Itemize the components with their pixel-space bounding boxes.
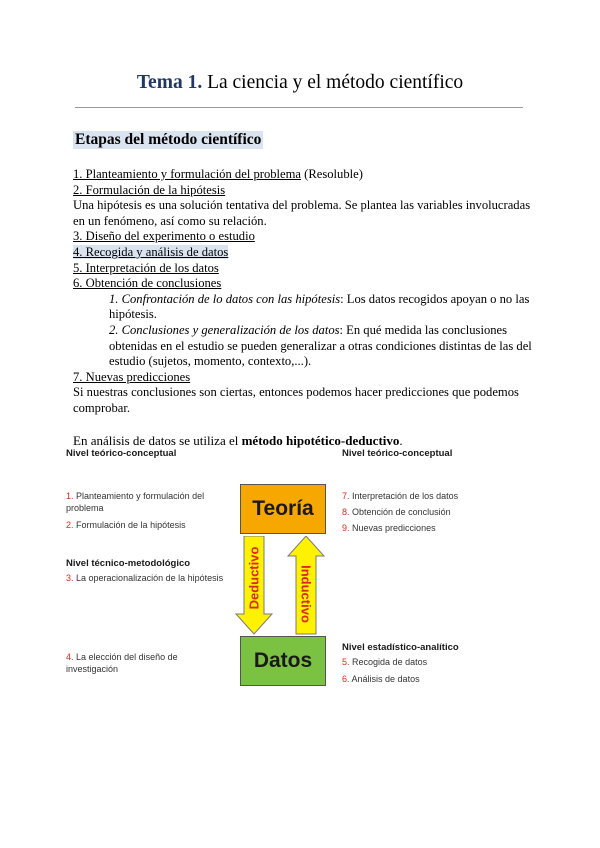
step-6 xyxy=(73,276,533,292)
title-divider xyxy=(75,107,523,108)
step-4 xyxy=(73,245,533,261)
step-6b-text: : En qué medida las conclusiones obtenidas en el estudio se pueden generalizar a otras condiciones distintas de las del estudio (sujetos, momento, contexto,...). xyxy=(109,322,532,369)
left-item-4-num: 4. xyxy=(66,652,74,662)
step-1-suffix: (Resoluble) xyxy=(301,167,363,181)
left-item-3 xyxy=(66,572,228,584)
step-5-label: 5. Interpretación de los datos xyxy=(73,260,219,275)
deductive-label: Deductivo xyxy=(246,546,262,610)
step-1 xyxy=(73,167,533,183)
step-6b xyxy=(73,323,533,370)
right-item-6 xyxy=(342,673,532,685)
right-item-8-text: Obtención de conclusión xyxy=(352,507,451,517)
step-1-label: 1. Planteamiento y formulación del problema xyxy=(73,167,302,181)
title-text: La ciencia y el método científico xyxy=(202,72,464,93)
step-6a xyxy=(73,292,533,323)
left-item-2-num: 2. xyxy=(66,520,74,530)
data-box: Datos xyxy=(240,636,326,686)
step-7-text: Si nuestras conclusiones son ciertas, entonces podemos hacer predicciones que podemos comprobar. xyxy=(73,385,519,415)
step-7-label: 7. Nuevas predicciones xyxy=(73,369,191,384)
step-2-text: Una hipótesis es una solución tentativa del problema. Se plantea las variables involucradas en un fenómeno, así como su relación. xyxy=(73,198,531,228)
step-6a-text: : Los datos recogidos apoyan o no las hipótesis. xyxy=(109,291,530,322)
left-item-1-num: 1. xyxy=(66,491,74,501)
step-2 xyxy=(73,183,533,199)
right-item-9 xyxy=(342,522,532,534)
right-header-2: Nivel estadístico-analítico xyxy=(342,642,459,653)
theory-box: Teoría xyxy=(240,484,326,534)
arrows-graphic xyxy=(234,536,334,636)
left-item-3-num: 3. xyxy=(66,573,74,583)
left-item-4-text: La elección del diseño de investigación xyxy=(66,652,178,674)
step-6b-label: 2. Conclusiones y generalización de los datos xyxy=(109,322,340,337)
right-header-1: Nivel teórico-conceptual xyxy=(342,448,453,459)
step-3-label: 3. Diseño del experimento o estudio xyxy=(73,229,255,244)
step-6a-label: 1. Confrontación de lo datos con las hipótesis xyxy=(109,291,341,306)
right-item-6-text: Análisis de datos xyxy=(351,674,420,684)
right-item-7-num: 7. xyxy=(342,491,350,501)
left-item-3-text: La operacionalización de la hipótesis xyxy=(76,573,224,583)
step-2-label: 2. Formulación de la hipótesis xyxy=(73,182,226,197)
left-header-1: Nivel teórico-conceptual xyxy=(66,448,177,459)
step-5 xyxy=(73,261,533,277)
intro-pre: En análisis de datos se utiliza el xyxy=(73,433,242,448)
left-item-2 xyxy=(66,519,226,531)
section-heading: Etapas del método científico xyxy=(75,131,262,148)
steps-list xyxy=(73,167,533,417)
page-title xyxy=(0,72,600,94)
step-4-label: 4. Recogida y análisis de datos xyxy=(73,244,229,259)
step-6-label: 6. Obtención de conclusiones xyxy=(73,276,222,291)
left-item-4 xyxy=(66,651,228,675)
right-item-5 xyxy=(342,656,532,668)
right-item-5-num: 5. xyxy=(342,657,350,667)
right-item-5-text: Recogida de datos xyxy=(352,657,428,667)
left-item-1-text: Planteamiento y formulación del problema xyxy=(66,491,205,513)
right-item-8-num: 8. xyxy=(342,507,350,517)
left-header-2: Nivel técnico-metodológico xyxy=(66,558,191,569)
step-7 xyxy=(73,370,533,386)
intro-bold: método hipotético-deductivo xyxy=(241,433,400,448)
right-item-9-num: 9. xyxy=(342,523,350,533)
left-item-1 xyxy=(66,490,226,514)
intro-post: . xyxy=(399,433,403,448)
method-diagram xyxy=(60,440,540,700)
title-number: Tema 1. xyxy=(136,72,203,93)
right-item-9-text: Nuevas predicciones xyxy=(352,523,436,533)
right-item-6-num: 6. xyxy=(342,674,350,684)
left-item-2-text: Formulación de la hipótesis xyxy=(76,520,186,530)
right-item-8 xyxy=(342,506,532,518)
step-3 xyxy=(73,229,533,245)
inductive-label: Inductivo xyxy=(298,565,314,623)
right-item-7 xyxy=(342,490,532,502)
right-item-7-text: Interpretación de los datos xyxy=(352,491,459,501)
